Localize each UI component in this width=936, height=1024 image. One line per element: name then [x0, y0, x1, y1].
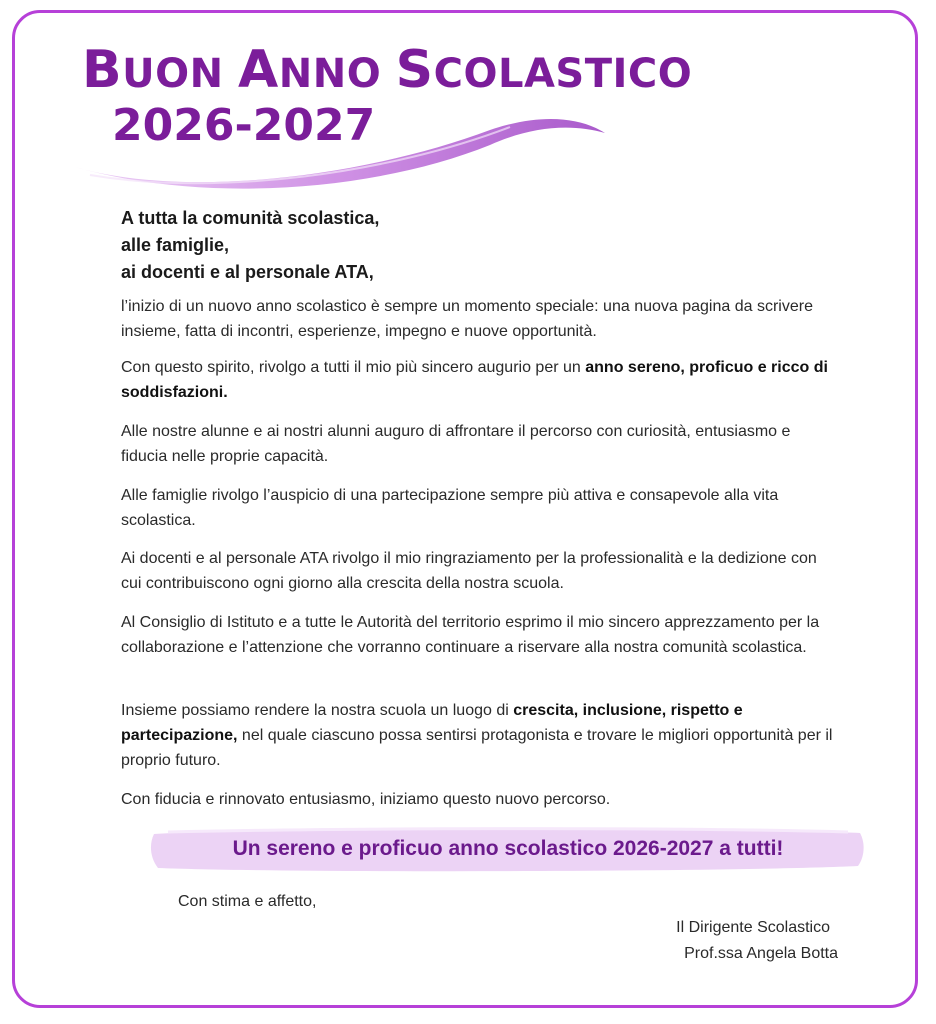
signature-role: Il Dirigente Scolastico — [676, 919, 830, 936]
salutation-line: ai docenti e al personale ATA, — [121, 262, 374, 282]
page-title: BUON ANNO SCOLASTICO — [82, 40, 693, 100]
closing-greeting: Con stima e affetto, — [178, 893, 317, 910]
paragraph-intro: l’inizio di un nuovo anno scolastico è sempre un momento speciale: una nuova pagina da scrivere insieme, fatta di incontri, esperienze, impegno e nuove opportunità. — [121, 298, 813, 340]
signature-name: Prof.ssa Angela Botta — [684, 945, 838, 962]
paragraph-students: Alle nostre alunne e ai nostri alunni auguro di affrontare il percorso con curiosità, entusiasmo e fiducia nelle proprie capacità. — [121, 423, 791, 465]
salutation-line: alle famiglie, — [121, 235, 230, 255]
paragraph-together: Insieme possiamo rendere la nostra scuola un luogo di crescita, inclusione, rispetto e partecipazione, nel quale ciascuno possa sentirsi protagonista e trovare le migliori opportunità per il proprio futuro. — [121, 702, 833, 769]
paragraph-staff: Ai docenti e al personale ATA rivolgo il mio ringraziamento per la professionalità e la dedizione con cui contribuiscono ogni giorno alla crescita della nostra scuola. — [121, 550, 817, 592]
paragraph-families: Alle famiglie rivolgo l’auspicio di una partecipazione sempre più attiva e consapevole alla vita scolastica. — [121, 487, 779, 529]
salutation — [121, 205, 379, 286]
salutation-line: A tutta la comunità scolastica, — [121, 208, 380, 228]
paragraph-wishes: Con questo spirito, rivolgo a tutti il mio più sincero augurio per un anno sereno, proficuo e ricco di soddisfazioni. — [121, 359, 828, 401]
paragraph-council: Al Consiglio di Istituto e a tutte le Autorità del territorio esprimo il mio sincero apprezzamento per la collaborazione e l’attenzione che vorranno continuare a riservare alla nostra comunità scolastica. — [121, 614, 820, 656]
paragraph-closing-line: Con fiducia e rinnovato entusiasmo, iniziamo questo nuovo percorso. — [121, 791, 611, 808]
highlight-message: Un sereno e proficuo anno scolastico 2026-2027 a tutti! — [232, 837, 784, 860]
school-year: 2026-2027 — [112, 100, 376, 151]
